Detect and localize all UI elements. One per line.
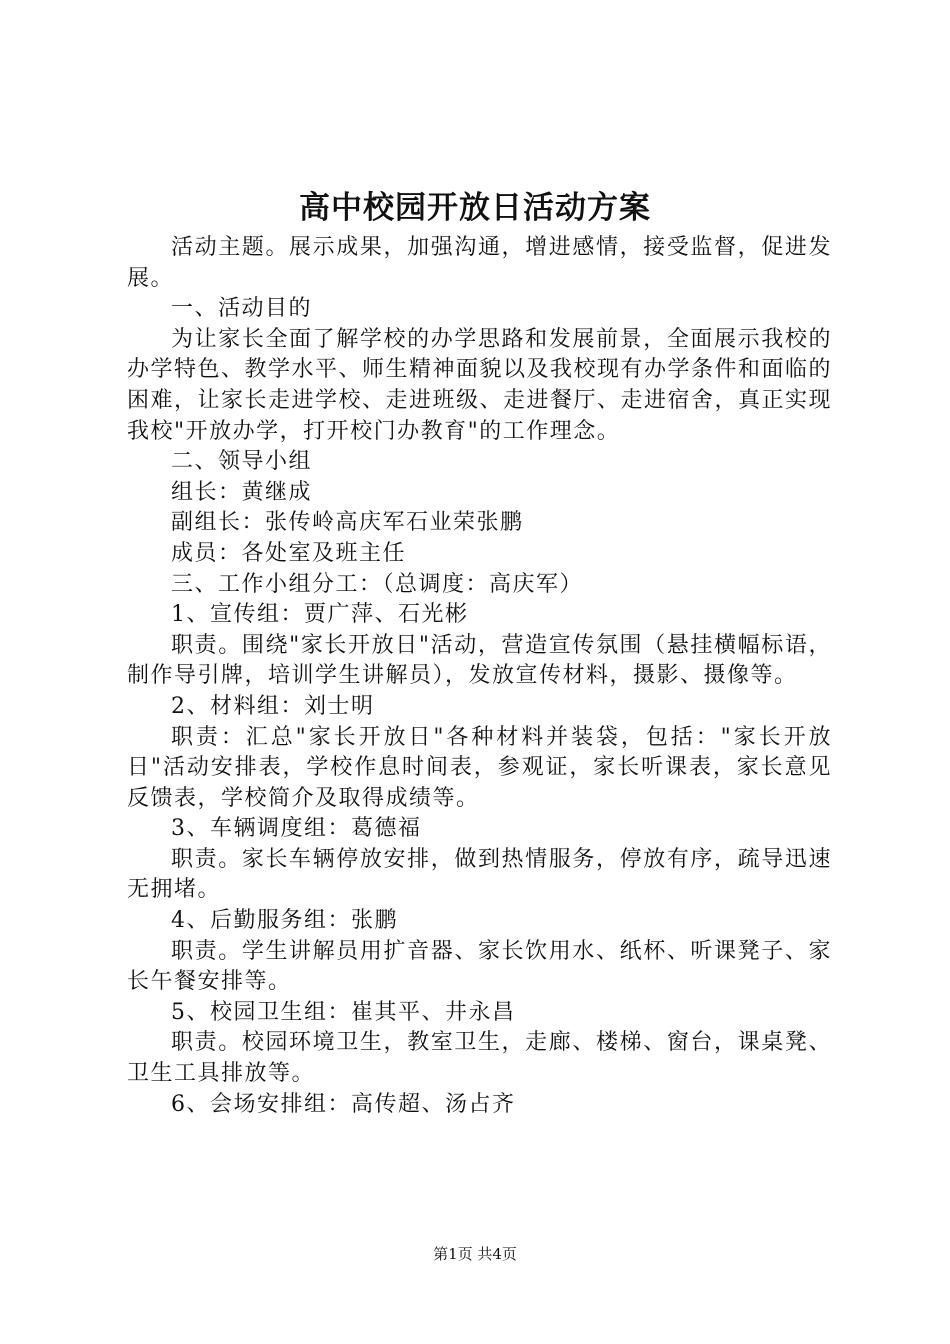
paragraph-purpose: 为让家长全面了解学校的办学思路和发展前景，全面展示我校的办学特色、教学水平、师生精神面貌以及我校现有办学条件和面临的困难，让家长走进学校、走进班级、走进餐厅、走进宿舍，真正实现我校"开放办学，打开校门办教育"的工作理念。 [127, 326, 833, 444]
heading-leadership: 二、领导小组 [171, 449, 313, 475]
duty-logistics: 职责。学生讲解员用扩音器、家长饮用水、纸杯、听课凳子、家长午餐安排等。 [127, 938, 832, 995]
group-publicity: 1、宣传组：贾广萍、石光彬 [171, 602, 469, 628]
heading-task-division: 三、工作小组分工：（总调度：高庆军） [171, 571, 584, 597]
page-indicator: 第1页 共4页 [433, 1245, 517, 1263]
duty-publicity: 职责。围绕"家长开放日"活动，营造宣传氛围（悬挂横幅标语，制作导引牌，培训学生讲解员），发放宣传材料，摄影、摄像等。 [127, 632, 832, 689]
group-venue: 6、会场安排组：高传超、汤占齐 [171, 1091, 516, 1117]
group-logistics: 4、后勤服务组：张鹏 [171, 908, 398, 934]
heading-purpose: 一、活动目的 [171, 296, 313, 322]
document-title: 高中校园开放日活动方案 [299, 190, 651, 226]
group-vehicles: 3、车辆调度组：葛德福 [171, 816, 422, 842]
group-sanitation: 5、校园卫生组：崔其平、井永昌 [171, 999, 516, 1025]
paragraph-theme: 活动主题。展示成果，加强沟通，增进感情，接受监督，促进发展。 [127, 235, 832, 291]
duty-vehicles: 职责。家长车辆停放安排，做到热情服务，停放有序，疏导迅速无拥堵。 [127, 846, 832, 903]
group-materials: 2、材料组：刘士明 [171, 693, 375, 719]
leader-line: 组长：黄继成 [171, 479, 313, 505]
members-line: 成员：各处室及班主任 [171, 540, 407, 566]
document-body [127, 233, 832, 1120]
duty-sanitation: 职责。校园环境卫生，教室卫生，走廊、楼梯、窗台，课桌凳、卫生工具排放等。 [127, 1030, 832, 1087]
deputy-leader-line: 副组长：张传岭高庆军石业荣张鹏 [171, 510, 524, 536]
duty-materials: 职责：汇总"家长开放日"各种材料并装袋，包括："家长开放日"活动安排表，学校作息时间表，参观证，家长听课表，家长意见反馈表，学校简介及取得成绩等。 [127, 724, 832, 811]
